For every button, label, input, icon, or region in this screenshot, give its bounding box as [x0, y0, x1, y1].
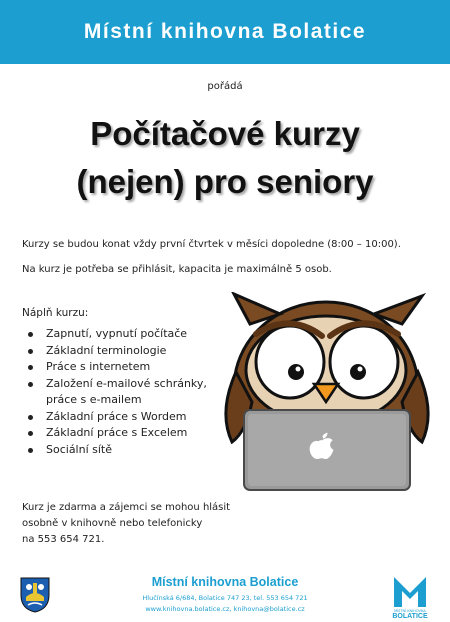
bullet-icon — [28, 365, 33, 370]
info-paragraph-2: Na kurz je potřeba se přihlásit, kapacita je maximálně 5 osob. — [22, 264, 332, 275]
list-item-text: Zapnutí, vypnutí počítače — [46, 327, 188, 340]
footer-address: Hlučínská 6/684, Bolatice 747 23, tel. 553 654 721 — [142, 594, 308, 602]
bullet-icon — [28, 448, 33, 453]
list-item-continuation — [22, 392, 207, 409]
poster-title — [0, 110, 450, 206]
bullet-icon — [28, 415, 33, 420]
owl-with-laptop-icon — [222, 292, 436, 492]
list-item — [22, 326, 207, 343]
list-item — [22, 359, 207, 376]
bullet-icon — [28, 431, 33, 436]
logo-name: BOLATICE — [392, 613, 428, 620]
contact-line-1: Kurz je zdarma a zájemci se mohou hlásit — [22, 502, 231, 513]
list-item — [22, 425, 207, 442]
list-item-text: Základní práce s Excelem — [46, 426, 188, 439]
contact-line-2: osobně v knihovně nebo telefonicky — [22, 518, 203, 529]
list-item-text: práce s e-mailem — [46, 393, 142, 406]
list-item — [22, 376, 207, 393]
logo-subtitle: MÍSTNÍ KNIHOVNA — [394, 609, 426, 613]
info-paragraph-1: Kurzy se budou konat vždy první čtvrtek v měsíci dopoledne (8:00 – 10:00). — [22, 239, 401, 250]
list-item-text: Základní práce s Wordem — [46, 409, 187, 423]
footer-web: www.knihovna.bolatice.cz, knihovna@bolatice.cz — [145, 605, 305, 613]
library-logo-icon — [392, 575, 428, 609]
list-item-text: Práce s internetem — [46, 360, 151, 373]
list-item-text: Základní terminologie — [46, 343, 167, 357]
header-title: Místní knihovna Bolatice — [83, 20, 367, 43]
list-item-text: Založení e-mailové schránky, — [46, 376, 207, 390]
list-item — [22, 442, 207, 459]
footer-title: Místní knihovna Bolatice — [151, 575, 299, 589]
title-line-2: (nejen) pro seniory — [76, 163, 374, 200]
course-heading: Náplň kurzu: — [22, 307, 89, 319]
course-list — [22, 326, 207, 458]
bullet-icon — [28, 332, 33, 337]
header-banner — [0, 0, 450, 64]
contact-info — [22, 500, 252, 548]
list-item — [22, 343, 207, 360]
contact-line-3: na 553 654 721. — [22, 534, 105, 545]
bullet-icon — [28, 349, 33, 354]
bullet-icon — [28, 382, 33, 387]
title-line-1: Počítačové kurzy — [90, 115, 360, 152]
list-item-text: Sociální sítě — [46, 442, 113, 456]
intro-text: pořádá — [207, 81, 243, 92]
list-item — [22, 409, 207, 426]
